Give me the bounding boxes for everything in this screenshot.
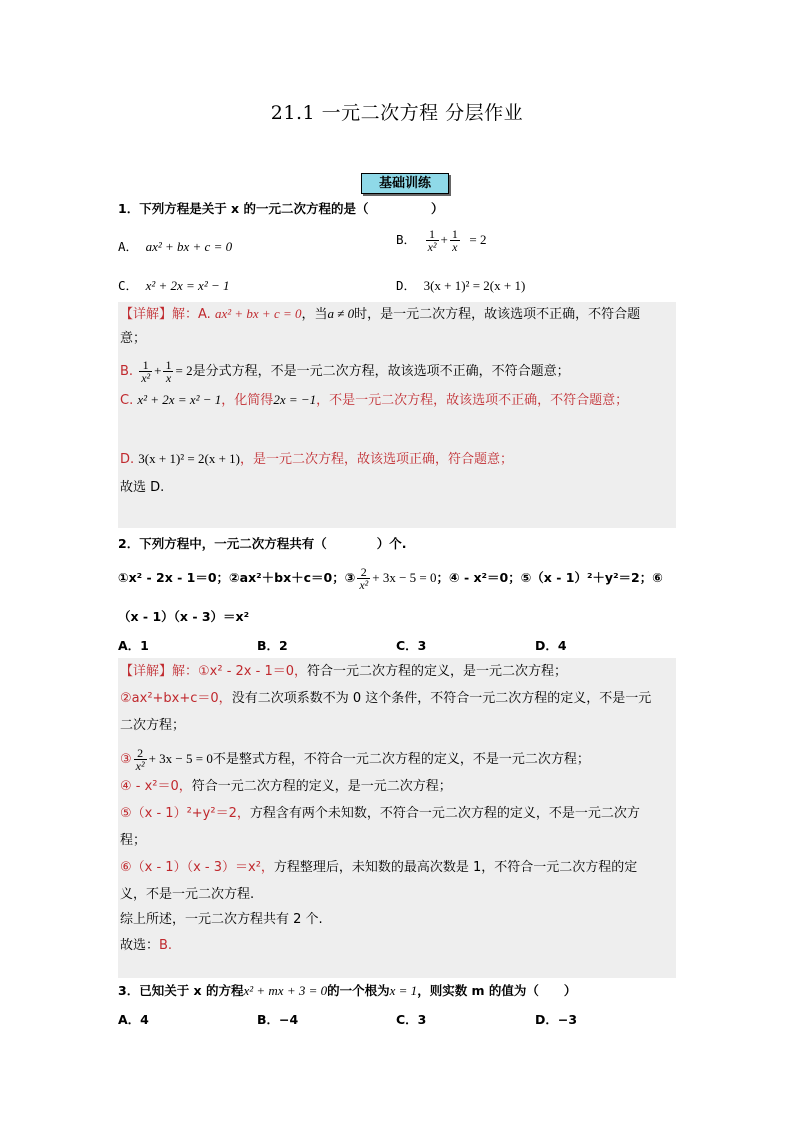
q1-option-c (118, 276, 230, 294)
q1-option-d (396, 276, 525, 294)
q3-option-d: D．−3 (535, 1012, 578, 1027)
q2-equations-line-1: ①x² - 2x - 1＝0；②ax²＋bx＋c＝0；③ $\frac{2}{\text{x²}}$ + 3x − 5 = 0；④ - x²＝0；⑤（x - 1）²＋y²＝2；⑥ (118, 565, 663, 592)
option-math: ax² + bx + c = 0 (145, 239, 233, 254)
fraction: $\frac{2}{\text{x²}}$ (135, 746, 145, 773)
detail-tag: 【详解】 (120, 664, 173, 679)
q2-option-a: A．1 (118, 638, 149, 653)
solution-text: 意； (120, 331, 147, 346)
option-math: x² + 2x = x² − 1 (145, 278, 230, 293)
section-heading: 基础训练 (361, 173, 449, 194)
fraction: $\frac{1}{x}$ (165, 358, 172, 385)
fraction: $\frac{1}{\text{x²}}$ (141, 358, 151, 385)
answer-line: 故选：B. (120, 938, 173, 953)
question-1-stem: 1．下列方程是关于 x 的一元二次方程的是（ ） (118, 201, 444, 216)
question-3-stem: 3．已知关于 x 的方程x² + mx + 3 = 0的一个根为x = 1，则实数 m 的值为（ ） (118, 983, 577, 998)
question-2-stem: 2．下列方程中，一元二次方程共有（ ）个. (118, 536, 407, 551)
q1-option-b: B． $\frac{1}{\text{x²}}$ + $\frac{1}{x}$ = 2 (396, 227, 487, 254)
q3-option-b: B．−4 (257, 1012, 299, 1027)
q1-option-a (118, 237, 232, 255)
option-label: B． (396, 232, 417, 247)
q3-option-c: C．3 (396, 1012, 427, 1027)
option-math: 3(x + 1)² = 2(x + 1) (423, 278, 526, 293)
fraction: $\frac{1}{x}$ (451, 227, 458, 254)
page-title: 21.1 一元二次方程 分层作业 (270, 102, 524, 124)
summary-line: 综上所述，一元二次方程共有 2 个. (120, 912, 323, 927)
q2-option-b: B．2 (257, 638, 288, 653)
option-label: C． (118, 278, 139, 293)
q2-equations-line-2: （x - 1）（x - 3）＝x² (118, 609, 250, 624)
option-label: D． (396, 278, 417, 293)
detail-tag: 【详解】 (120, 307, 173, 322)
answer-line: 故选 D. (120, 480, 165, 495)
q3-option-a: A．4 (118, 1012, 149, 1027)
option-label: A． (118, 239, 139, 254)
fraction: $\frac{1}{\text{x²}}$ (427, 227, 437, 254)
fraction: $\frac{2}{\text{x²}}$ (359, 565, 369, 592)
q2-option-c: C．3 (396, 638, 427, 653)
q2-solution: 【详解】解：①x² - 2x - 1＝0，符合一元二次方程的定义，是一元二次方程； ②ax²+bx+c＝0，没有二次项系数不为 0 这个条件，不符合一元二次方程的定义，不是一元 二次方程； ③ $\frac{2}{\text{x²}}$ + 3x − 5 = 0不是整式方程，不符合一元二次方程的定义，不是一元二次方程； ④ - x²＝0，符合一元二次方程的定义，是一元二次方程； ⑤（x - 1）²+y²＝2，方程含有两个未知数，不符合一元二次方程的定义，不是一元二次方 程； ⑥（x - 1）（x - 3）＝x²，方程整理后，未知数的最高次数是 1，不符合一元二次方程的定 义，不是一元二次方程. 综上所述，一元二次方程共有 2 个. 故选：B. (118, 658, 676, 978)
q2-option-d: D．4 (535, 638, 567, 653)
q1-solution: 【详解】解：A. ax² + bx + c = 0，当a ≠ 0时，是一元二次方程，故该选项不正确，不符合题 意； B. $\frac{1}{\text{x²}}$ + $\frac{1}{x}$ = 2是分式方程，不是一元二次方程，故该选项不正确，不符合题意； C. x² + 2x = x² − 1，化简得2x = −1，不是一元二次方程，故该选项不正确，不符合题意； D. 3(x + 1)² = 2(x + 1)，是一元二次方程，故该选项正确，符合题意； 故选 D. (118, 302, 676, 528)
